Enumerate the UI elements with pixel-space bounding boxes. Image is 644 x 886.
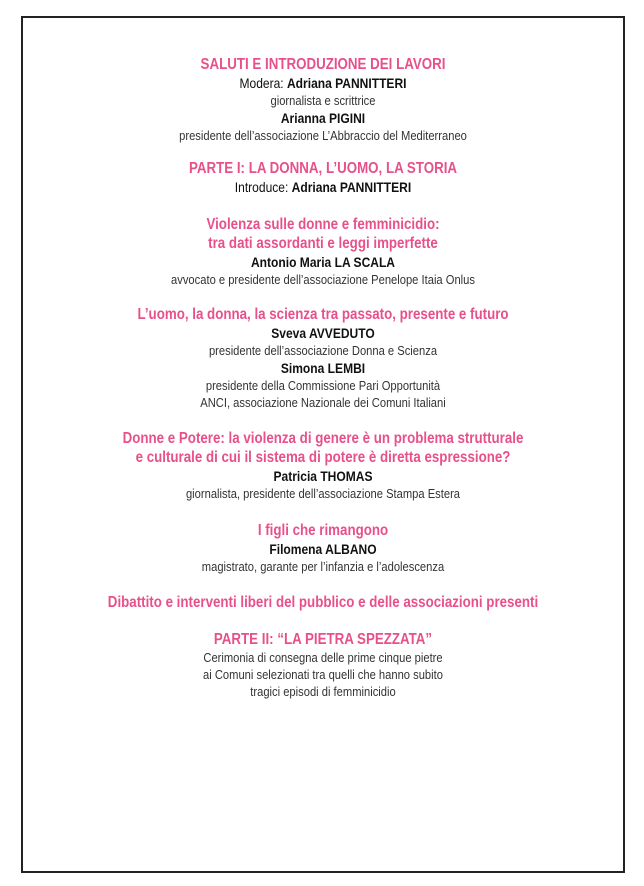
- speaker-role: magistrato, garante per l’infanzia e l’adolescenza: [201, 559, 445, 574]
- program-content: [23, 55, 623, 700]
- section-heading: I figli che rimangono: [257, 522, 389, 539]
- speaker-name: Antonio Maria LA SCALA: [250, 254, 396, 270]
- speaker-name: Patricia THOMAS: [273, 468, 373, 484]
- speaker-role: presidente dell’associazione L’Abbraccio del Mediterraneo: [179, 128, 467, 143]
- section-heading: PARTE II: “LA PIETRA SPEZZATA”: [213, 631, 433, 648]
- ceremony-text-line2: ai Comuni selezionati tra quelli che hanno subito: [203, 667, 443, 682]
- moderator: [65, 74, 581, 92]
- section-heading: PARTE I: LA DONNA, L’UOMO, LA STORIA: [188, 160, 458, 177]
- moderator-lead: Modera:: [239, 75, 287, 91]
- section-heading-line2: e culturale di cui il sistema di potere è diretta espressione?: [135, 449, 511, 466]
- ceremony-text-line3: tragici episodi di femminicidio: [250, 684, 396, 699]
- section-heading: Dibattito e interventi liberi del pubblico e delle associazioni presenti: [107, 594, 539, 611]
- section-dibattito: [23, 593, 623, 612]
- section-welcome: [23, 55, 623, 144]
- moderator-name: Adriana PANNITTERI: [286, 75, 407, 91]
- moderator-role: giornalista e scrittrice: [270, 93, 376, 108]
- section-heading: SALUTI E INTRODUZIONE DEI LAVORI: [200, 56, 446, 73]
- speaker2-name: Simona LEMBI: [280, 360, 366, 376]
- speaker1-role: presidente dell’associazione Donna e Scienza: [208, 343, 438, 358]
- introducer: [65, 178, 581, 196]
- intro-lead: Introduce:: [234, 179, 292, 195]
- section-parte-1: [23, 159, 623, 196]
- section-heading: L’uomo, la donna, la scienza tra passato, presente e futuro: [137, 306, 509, 323]
- speaker-name: Filomena ALBANO: [269, 541, 377, 557]
- section-heading-line1: Donne e Potere: la violenza di genere è un problema strutturale: [122, 430, 524, 447]
- section-figli: [23, 521, 623, 575]
- speaker-role: giornalista, presidente dell’associazione Stampa Estera: [185, 486, 461, 501]
- speaker-name: Arianna PIGINI: [280, 110, 366, 126]
- speaker2-role-line1: presidente della Commissione Pari Opportunità: [205, 378, 441, 393]
- speaker2-role-line2: ANCI, associazione Nazionale dei Comuni Italiani: [200, 395, 446, 410]
- ceremony-text-line1: Cerimonia di consegna delle prime cinque pietre: [203, 650, 443, 665]
- section-parte-2: [23, 630, 623, 700]
- section-violenza: [23, 215, 623, 288]
- speaker1-name: Sveva AVVEDUTO: [271, 325, 375, 341]
- intro-name: Adriana PANNITTERI: [291, 179, 412, 195]
- section-heading-line1: Violenza sulle donne e femminicidio:: [206, 216, 440, 233]
- section-scienza: [23, 305, 623, 411]
- section-potere: [23, 429, 623, 502]
- speaker-role: avvocato e presidente dell’associazione Penelope Itaia Onlus: [171, 272, 475, 287]
- section-heading-line2: tra dati assordanti e leggi imperfette: [208, 235, 438, 252]
